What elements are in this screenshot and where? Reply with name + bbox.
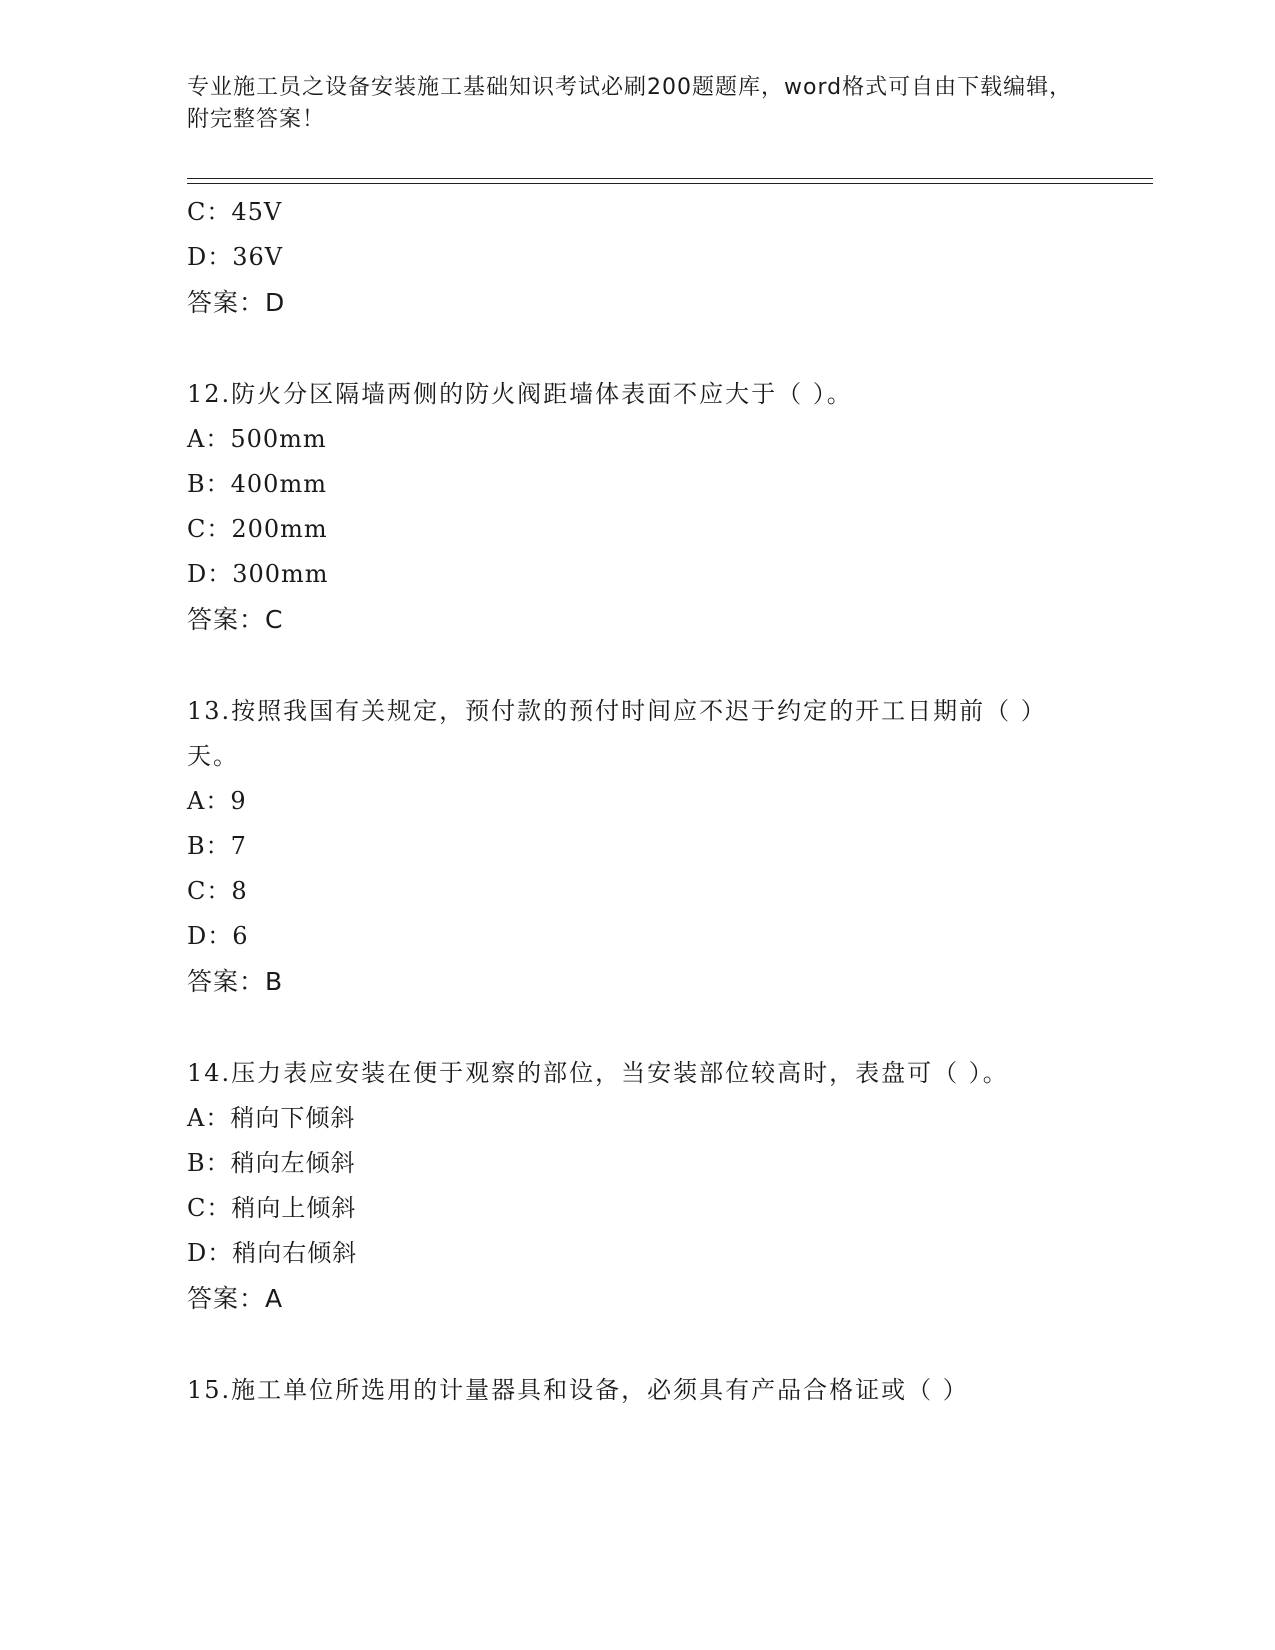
option-line: A：稍向下倾斜: [187, 1104, 356, 1132]
spacer: [187, 642, 1087, 689]
option-line: C：稍向上倾斜: [187, 1194, 357, 1222]
answer-line: 答案：A: [187, 1284, 284, 1313]
page-header: 专业施工员之设备安装施工基础知识考试必刷200题题库，word格式可自由下载编辑，附完整答案！: [187, 75, 1073, 132]
spacer: [187, 325, 1087, 372]
option-line: B：稍向左倾斜: [187, 1149, 356, 1177]
option-line: D：6: [187, 922, 249, 950]
option-line: A：500mm: [187, 425, 327, 453]
answer-line: 答案：D: [187, 288, 286, 317]
option-line: C：8: [187, 877, 248, 905]
question-text: 14.压力表应安装在便于观察的部位，当安装部位较高时，表盘可（ ）。: [187, 1059, 1009, 1087]
question-list: [187, 190, 1087, 1413]
option-line: A：9: [187, 787, 247, 815]
answer-line: 答案：C: [187, 605, 284, 634]
header-rule-bottom: [187, 183, 1153, 184]
header-rule-top: [187, 178, 1153, 179]
question-text: 13.按照我国有关规定，预付款的预付时间应不迟于约定的开工日期前（ ）天。: [187, 697, 1047, 770]
option-line: B：7: [187, 832, 247, 860]
option-line: D：36V: [187, 243, 284, 271]
spacer: [187, 1321, 1087, 1368]
option-line: C：45V: [187, 198, 283, 226]
answer-line: 答案：B: [187, 967, 284, 996]
spacer: [187, 1004, 1087, 1051]
option-line: C：200mm: [187, 515, 328, 543]
option-line: B：400mm: [187, 470, 327, 498]
question-text: 15.施工单位所选用的计量器具和设备，必须具有产品合格证或（ ）: [187, 1376, 969, 1404]
question-text: 12.防火分区隔墙两侧的防火阀距墙体表面不应大于（ ）。: [187, 380, 853, 408]
option-line: D：300mm: [187, 560, 329, 588]
option-line: D：稍向右倾斜: [187, 1239, 358, 1267]
